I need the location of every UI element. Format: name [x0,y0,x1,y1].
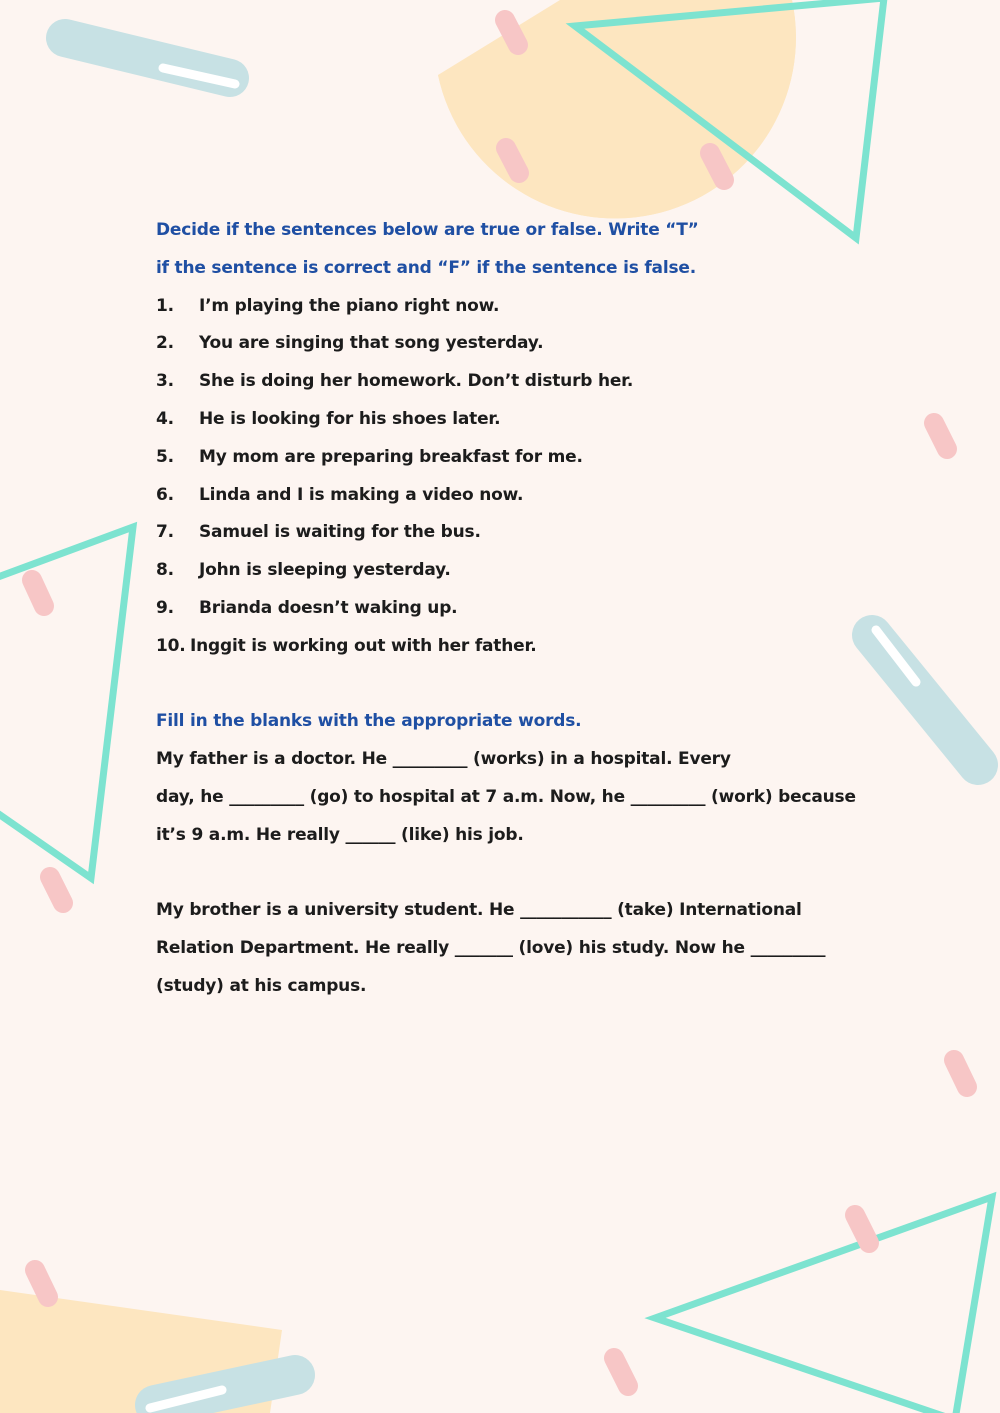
paragraph-1-line: it’s 9 a.m. He really ______ (like) his job. [156,824,524,845]
pink-pill-shape [614,1358,628,1386]
semicircle-fill [438,0,796,218]
item-sentence: Inggit is working out with her father. [190,635,537,656]
item-number: 7. [156,522,174,543]
pink-pill-shape [32,580,44,606]
pink-pill-shape [855,1215,869,1243]
item-sentence: You are singing that song yesterday. [199,333,544,354]
paragraph-2-line: (study) at his campus. [156,975,367,996]
triangle-shape [0,527,133,878]
blue-pill-shape [872,635,978,765]
item-sentence: My mom are preparing breakfast for me. [199,446,583,467]
true-false-instruction-line-2: if the sentence is correct and “F” if the sentence is false. [156,257,696,278]
list-item [156,363,856,401]
item-sentence: John is sleeping yesterday. [199,560,451,581]
triangle-shape [655,1197,992,1413]
item-sentence: Linda and I is making a video now. [199,484,524,505]
item-number: 6. [156,484,174,505]
item-sentence: He is looking for his shoes later. [199,408,501,429]
pink-pill-shape [954,1060,967,1087]
pink-pill-shape [506,148,519,173]
paragraph-2-line: Relation Department. He really _______ (love) his study. Now he _________ [156,938,826,959]
list-item [156,439,856,477]
item-number: 1. [156,295,174,316]
item-number: 4. [156,408,174,429]
item-sentence: Brianda doesn’t waking up. [199,597,458,618]
paragraph-2-line: My brother is a university student. He ___________ (take) International [156,900,802,921]
list-item [156,477,856,515]
item-number: 10. [156,635,186,656]
worksheet-content [156,212,856,1006]
spacer [156,666,856,704]
item-number: 5. [156,446,174,467]
list-item [156,325,856,363]
item-sentence: She is doing her homework. Don’t disturb her. [199,371,634,392]
list-item [156,590,856,628]
item-sentence: Samuel is waiting for the bus. [199,522,481,543]
list-item [156,628,856,666]
pink-pill-shape [50,877,63,903]
pink-pill-shape [505,20,518,45]
pink-pill-shape [934,423,947,449]
list-item [156,288,856,326]
item-number: 9. [156,597,174,618]
true-false-instruction-line-1: Decide if the sentences below are true or false. Write “T” [156,220,699,240]
paragraph-1-line: day, he _________ (go) to hospital at 7 a.m. Now, he _________ (work) because [156,786,856,807]
list-item [156,401,856,439]
blue-pill-shape [65,38,230,78]
fill-in-instruction: Fill in the blanks with the appropriate words. [156,711,582,732]
paragraph-1-line: My father is a doctor. He _________ (works) in a hospital. Every [156,749,731,770]
item-number: 8. [156,560,174,581]
list-item [156,514,856,552]
spacer [156,855,856,893]
item-sentence: I’m playing the piano right now. [199,295,500,316]
list-item [156,552,856,590]
item-number: 3. [156,371,174,392]
item-number: 2. [156,333,174,354]
pink-pill-shape [35,1270,48,1297]
pink-pill-shape [710,153,724,180]
